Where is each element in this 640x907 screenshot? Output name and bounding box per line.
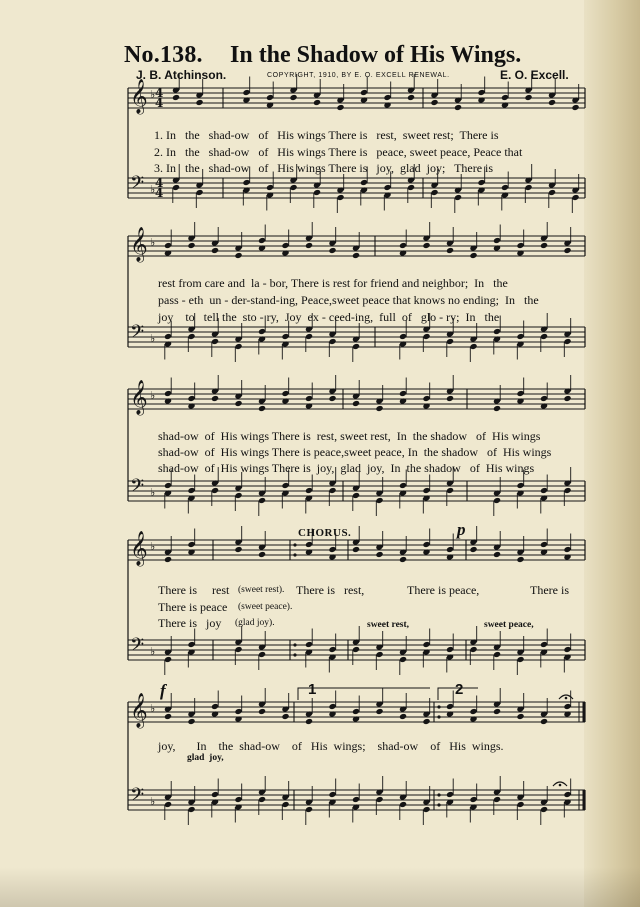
note-head	[407, 94, 415, 101]
note-head	[234, 400, 242, 407]
note-head	[571, 104, 579, 111]
note-head	[352, 400, 360, 407]
flat-icon: ♭	[150, 645, 156, 658]
note-head	[281, 713, 289, 720]
note-head	[187, 718, 195, 725]
lyric-verse-3-line-3: shad-ow of His wings There is joy, glad joy, In the shadow of His wings	[158, 461, 535, 475]
note-head	[328, 247, 336, 254]
flat-icon: ♭	[150, 389, 156, 402]
chorus-lyric-1b: rest	[212, 583, 230, 597]
note-head	[422, 242, 430, 249]
note-head	[211, 247, 219, 254]
lyricist: J. B. Atchinson.	[136, 68, 227, 82]
note-head	[422, 402, 430, 409]
note-head	[258, 551, 266, 558]
note-head	[548, 99, 556, 106]
note-head	[446, 553, 454, 560]
repeat-dot	[293, 653, 296, 656]
note-head	[469, 252, 477, 259]
note-head	[187, 402, 195, 409]
flat-icon: ♭	[150, 486, 156, 499]
note-head	[563, 247, 571, 254]
flat-icon: ♭	[150, 702, 156, 715]
note-head	[164, 249, 172, 256]
note-head	[187, 242, 195, 249]
note-head	[516, 397, 524, 404]
repeat-dot	[437, 715, 440, 718]
note-head	[313, 99, 321, 106]
time-signature: 4	[155, 186, 164, 200]
time-signature: 4	[155, 96, 164, 110]
note-head	[477, 96, 485, 103]
bass-clef-icon: 𝄢	[130, 476, 145, 501]
repeat-dot	[437, 705, 440, 708]
note-head	[352, 252, 360, 259]
lyric-verse-1-line-3: shad-ow of His wings There is rest, sweet rest, In the shadow of His wings	[158, 429, 541, 443]
chorus-lyric-1c: (sweet rest).	[238, 585, 285, 595]
lyric-verse-1-line-1: 1. In the shad-ow of His wings There is rest, sweet rest; There is	[154, 128, 499, 142]
treble-clef-icon: 𝄞	[130, 380, 148, 415]
repeat-dot	[293, 543, 296, 546]
lyric-verse-2-line-1: 2. In the shad-ow of His wings There is peace, sweet peace, Peace that	[154, 145, 523, 159]
chorus-lyric-1e: There is peace,	[407, 583, 480, 597]
note-head	[422, 718, 430, 725]
note-head	[493, 551, 501, 558]
note-head	[540, 548, 548, 555]
chorus-label: CHORUS.	[298, 527, 352, 539]
dynamic-forte: f	[160, 681, 166, 700]
first-ending-bracket	[298, 688, 430, 700]
note-head	[540, 242, 548, 249]
chorus-lyric-3b: (glad joy).	[235, 618, 275, 628]
note-head	[266, 101, 274, 108]
note-head	[352, 715, 360, 722]
bass-clef-icon: 𝄢	[130, 785, 145, 810]
note-head	[563, 395, 571, 402]
note-head	[211, 395, 219, 402]
lyric-verse-1-line-2: rest from care and la - bor, There is rest for friend and neighbor; In the	[158, 276, 508, 290]
note-head	[305, 548, 313, 555]
note-head	[375, 405, 383, 412]
note-head	[258, 244, 266, 251]
note-head	[399, 556, 407, 563]
second-ending-number: 2	[455, 681, 464, 698]
flat-icon: ♭	[150, 332, 156, 345]
lyric-verse-2-line-2: pass - eth un - der-stand-ing, Peace,sweet peace that knows no ending; In the	[158, 293, 539, 307]
note-head	[516, 713, 524, 720]
note-head	[493, 708, 501, 715]
note-head	[399, 713, 407, 720]
note-head	[352, 546, 360, 553]
note-head	[360, 96, 368, 103]
fermata-icon	[565, 697, 568, 700]
chorus-lyric-2b: (sweet peace).	[238, 602, 293, 612]
note-head	[516, 249, 524, 256]
note-head	[383, 101, 391, 108]
note-head	[164, 556, 172, 563]
first-ending-number: 1	[308, 681, 317, 698]
time-signature: 4	[155, 86, 164, 100]
note-head	[501, 101, 509, 108]
bass-clef-icon: 𝄢	[130, 635, 145, 660]
note-head	[305, 402, 313, 409]
note-head	[234, 546, 242, 553]
note-head	[469, 715, 477, 722]
note-head	[375, 708, 383, 715]
note-head	[305, 242, 313, 249]
chorus-lyric-2a: There is peace	[158, 600, 228, 614]
lyric-verse-3-line-2: joy to tell the sto - ry, Joy ex - ceed-ing, full of glo - ry; In the	[158, 310, 500, 324]
treble-clef-icon: 𝄞	[130, 693, 148, 728]
flat-icon: ♭	[150, 236, 156, 249]
note-head	[164, 397, 172, 404]
note-head	[328, 710, 336, 717]
note-head	[399, 249, 407, 256]
note-head	[195, 99, 203, 106]
repeat-dot	[293, 643, 296, 646]
bass-clef-icon: 𝄢	[130, 322, 145, 347]
alto-lyric-sweet-rest: sweet rest,	[367, 620, 410, 630]
chorus-lyric-1d: There is rest,	[296, 583, 365, 597]
note-head	[328, 395, 336, 402]
treble-clef-icon: 𝄞	[130, 79, 148, 114]
note-head	[234, 252, 242, 259]
time-signature: 4	[155, 176, 164, 190]
copyright-notice: COPYRIGHT, 1910, BY E. O. EXCELL RENEWAL.	[267, 72, 450, 79]
bass-clef-icon: 𝄢	[130, 173, 145, 198]
note-head	[399, 397, 407, 404]
note-head	[563, 553, 571, 560]
final-lyric-line: joy, In the shad-ow of His wings; shad-ow of His wings.	[158, 739, 504, 753]
note-head	[430, 99, 438, 106]
note-head	[234, 715, 242, 722]
treble-clef-icon: 𝄞	[130, 531, 148, 566]
note-head	[258, 708, 266, 715]
flat-icon: ♭	[150, 183, 156, 196]
note-head	[446, 395, 454, 402]
note-head	[164, 713, 172, 720]
repeat-dot	[293, 553, 296, 556]
lyric-verse-3-line-1: 3. In the shad-ow of His wings There is joy, glad joy; There is	[154, 161, 494, 175]
note-head	[454, 104, 462, 111]
note-head	[242, 96, 250, 103]
composer: E. O. Excell.	[500, 68, 569, 82]
note-head	[172, 94, 180, 101]
note-head	[493, 405, 501, 412]
note-head	[563, 710, 571, 717]
hymn-number: No.138.	[124, 42, 203, 68]
alto-lyric-glad-joy: glad joy,	[187, 753, 224, 763]
dynamic-piano: p	[457, 520, 466, 539]
note-head	[493, 244, 501, 251]
note-head	[524, 94, 532, 101]
note-head	[336, 104, 344, 111]
note-head	[469, 546, 477, 553]
note-head	[305, 718, 313, 725]
note-head	[328, 553, 336, 560]
note-head	[422, 548, 430, 555]
note-head	[516, 556, 524, 563]
flat-icon: ♭	[150, 540, 156, 553]
note-head	[258, 405, 266, 412]
treble-clef-icon: 𝄞	[130, 227, 148, 262]
note-head	[211, 710, 219, 717]
chorus-lyric-1f: There is	[530, 583, 569, 597]
flat-icon: ♭	[150, 795, 156, 808]
note-head	[281, 249, 289, 256]
flat-icon: ♭	[150, 88, 156, 101]
lyric-verse-2-line-3: shad-ow of His wings There is peace,sweet peace, In the shadow of His wings	[158, 445, 552, 459]
alto-lyric-sweet-peace: sweet peace,	[484, 620, 534, 630]
note-head	[289, 94, 297, 101]
hymn-title: In the Shadow of His Wings.	[230, 42, 522, 68]
chorus-lyric-1a: There is	[158, 583, 197, 597]
note-head	[540, 718, 548, 725]
note-head	[446, 710, 454, 717]
note-head	[187, 548, 195, 555]
chorus-lyric-3a: There is joy	[158, 616, 222, 630]
repeat-dot	[437, 793, 440, 796]
note-head	[540, 402, 548, 409]
fermata-icon	[559, 784, 562, 787]
repeat-dot	[437, 803, 440, 806]
note-head	[281, 397, 289, 404]
note-head	[446, 247, 454, 254]
note-head	[375, 551, 383, 558]
